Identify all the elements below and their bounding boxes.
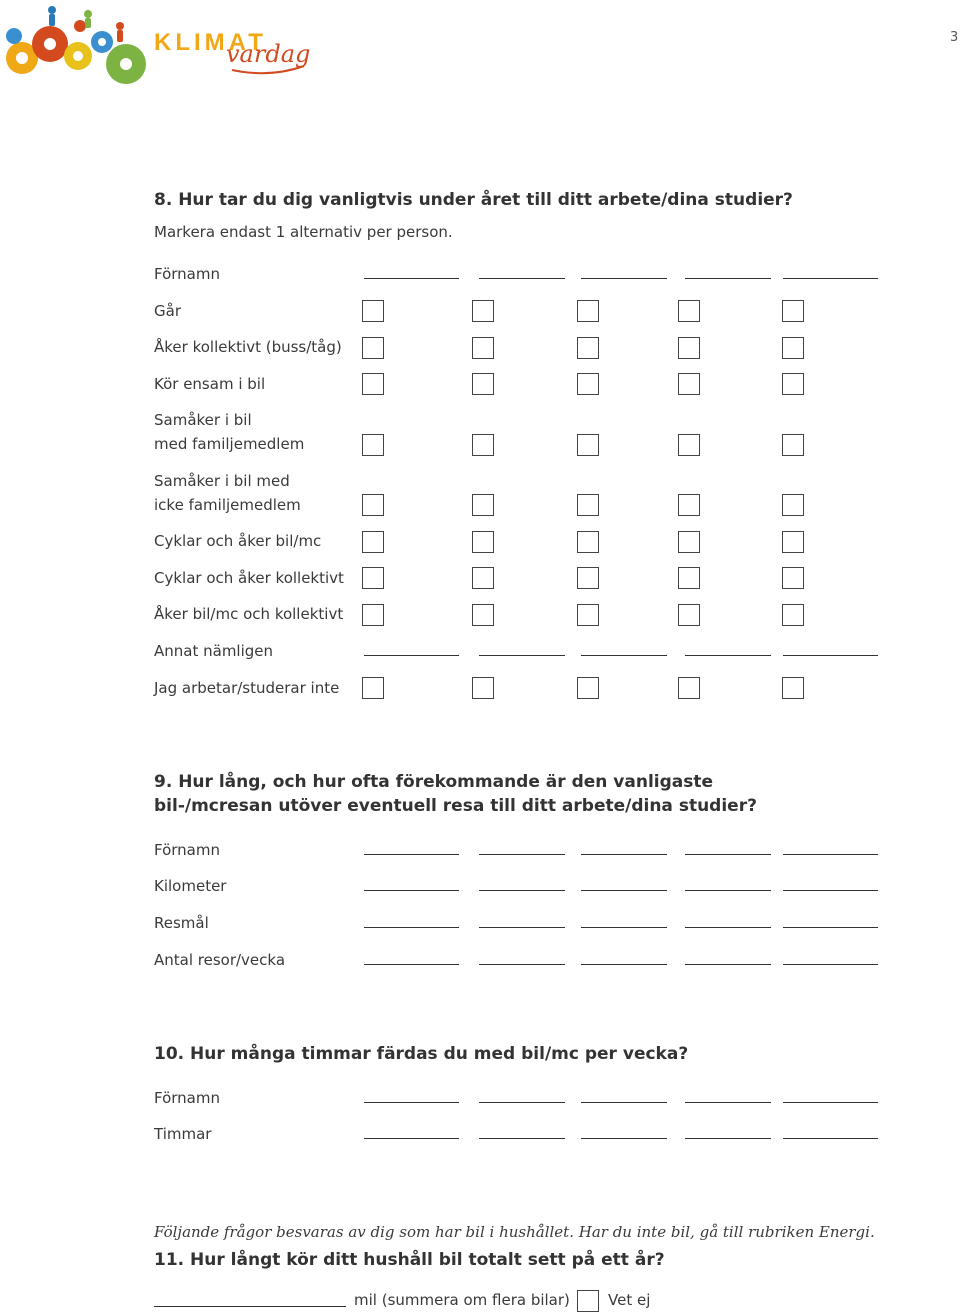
q10-field-input[interactable]	[479, 1102, 565, 1103]
q8-checkbox[interactable]	[678, 434, 700, 456]
q10-field-input[interactable]	[581, 1102, 667, 1103]
q8-option-label: Åker bil/mc och kollektivt	[154, 605, 344, 623]
q8-option-label: Cyklar och åker kollektivt	[154, 569, 344, 587]
q10-field-input[interactable]	[685, 1138, 771, 1139]
q10-field-input[interactable]	[783, 1102, 878, 1103]
q8-checkbox[interactable]	[472, 567, 494, 589]
q8-other-field-3[interactable]	[581, 655, 667, 656]
q9-field-input[interactable]	[479, 964, 565, 965]
q10-title: 10. Hur många timmar färdas du med bil/mc per vecka?	[154, 1044, 689, 1064]
q8-checkbox[interactable]	[362, 300, 384, 322]
q8-checkbox[interactable]	[472, 677, 494, 699]
q8-checkbox[interactable]	[577, 494, 599, 516]
q9-field-input[interactable]	[479, 927, 565, 928]
q8-checkbox[interactable]	[472, 434, 494, 456]
q11-dont-know-checkbox[interactable]	[577, 1290, 599, 1312]
q8-other-field-1[interactable]	[364, 655, 459, 656]
q9-field-input[interactable]	[685, 854, 771, 855]
q11-dont-know-label: Vet ej	[608, 1291, 651, 1309]
q8-checkbox[interactable]	[577, 567, 599, 589]
q8-checkbox[interactable]	[782, 677, 804, 699]
q8-checkbox[interactable]	[577, 531, 599, 553]
q9-field-input[interactable]	[479, 890, 565, 891]
q8-checkbox[interactable]	[362, 531, 384, 553]
q9-field-input[interactable]	[783, 854, 878, 855]
q11-distance-field[interactable]	[154, 1306, 346, 1307]
q8-checkbox[interactable]	[678, 604, 700, 626]
q8-checkbox[interactable]	[678, 300, 700, 322]
q9-field-input[interactable]	[783, 964, 878, 965]
q8-option-label: Samåker i bil med icke familjemedlem	[154, 472, 301, 514]
q8-checkbox[interactable]	[678, 494, 700, 516]
q9-field-input[interactable]	[364, 927, 459, 928]
q9-field-input[interactable]	[685, 890, 771, 891]
q8-checkbox[interactable]	[472, 300, 494, 322]
q10-field-label: Förnamn	[154, 1089, 220, 1107]
q8-checkbox[interactable]	[362, 434, 384, 456]
q8-checkbox[interactable]	[678, 531, 700, 553]
q9-field-input[interactable]	[364, 854, 459, 855]
q8-checkbox[interactable]	[362, 604, 384, 626]
q8-checkbox[interactable]	[782, 434, 804, 456]
q8-checkbox[interactable]	[577, 337, 599, 359]
q10-field-input[interactable]	[581, 1138, 667, 1139]
q9-field-input[interactable]	[581, 890, 667, 891]
q8-checkbox[interactable]	[577, 300, 599, 322]
q10-field-input[interactable]	[479, 1138, 565, 1139]
q11-title: 11. Hur långt kör ditt hushåll bil totalt sett på ett år?	[154, 1250, 665, 1270]
q8-checkbox[interactable]	[362, 337, 384, 359]
q8-checkbox[interactable]	[472, 531, 494, 553]
q8-firstname-field-4[interactable]	[685, 278, 771, 279]
q8-other-label: Annat nämligen	[154, 642, 274, 660]
q8-firstname-field-5[interactable]	[783, 278, 878, 279]
q8-option-label: Cyklar och åker bil/mc	[154, 532, 322, 550]
q10-field-label: Timmar	[154, 1125, 212, 1143]
q8-firstname-field-3[interactable]	[581, 278, 667, 279]
q8-checkbox[interactable]	[577, 373, 599, 395]
q9-field-input[interactable]	[581, 854, 667, 855]
q8-checkbox[interactable]	[362, 567, 384, 589]
q9-field-input[interactable]	[581, 964, 667, 965]
q11-note: Följande frågor besvaras av dig som har bil i hushållet. Har du inte bil, gå till rubriken Energi.	[154, 1223, 875, 1241]
q9-field-label: Antal resor/vecka	[154, 951, 286, 969]
q8-checkbox[interactable]	[362, 494, 384, 516]
q9-field-input[interactable]	[364, 964, 459, 965]
q9-field-label: Kilometer	[154, 877, 227, 895]
q8-checkbox[interactable]	[782, 337, 804, 359]
q10-field-input[interactable]	[364, 1138, 459, 1139]
q9-field-label: Förnamn	[154, 841, 220, 859]
q8-other-field-5[interactable]	[783, 655, 878, 656]
q8-title: 8. Hur tar du dig vanligtvis under året till ditt arbete/dina studier?	[154, 190, 793, 210]
q8-option-label: Samåker i bil med familjemedlem	[154, 411, 305, 453]
q9-title-line2: bil-/mcresan utöver eventuell resa till ditt arbete/dina studier?	[154, 796, 757, 816]
q10-field-input[interactable]	[783, 1138, 878, 1139]
q8-checkbox[interactable]	[678, 677, 700, 699]
q8-option-label: Går	[154, 302, 181, 320]
q8-other-field-2[interactable]	[479, 655, 565, 656]
q8-option-label: Kör ensam i bil	[154, 375, 266, 393]
q8-checkbox[interactable]	[782, 604, 804, 626]
q8-checkbox[interactable]	[782, 494, 804, 516]
klimat-vardag-logo	[0, 0, 320, 90]
q8-checkbox[interactable]	[362, 677, 384, 699]
q8-checkbox[interactable]	[577, 604, 599, 626]
q8-checkbox[interactable]	[472, 604, 494, 626]
logo-vardag-text: vardag	[226, 40, 311, 68]
q8-checkbox[interactable]	[577, 677, 599, 699]
q9-field-input[interactable]	[581, 927, 667, 928]
q8-none-label: Jag arbetar/studerar inte	[154, 679, 340, 697]
q9-field-label: Resmål	[154, 914, 209, 932]
q8-checkbox[interactable]	[678, 567, 700, 589]
q8-checkbox[interactable]	[678, 337, 700, 359]
q8-checkbox[interactable]	[362, 373, 384, 395]
q9-field-input[interactable]	[479, 854, 565, 855]
q9-title-line1: 9. Hur lång, och hur ofta förekommande är den vanligaste	[154, 772, 714, 792]
logo-klimat-text: KLIMAT	[154, 29, 267, 56]
q8-option-label: Åker kollektivt (buss/tåg)	[154, 338, 342, 356]
gears-icon	[6, 20, 146, 84]
q8-checkbox[interactable]	[577, 434, 599, 456]
q8-firstname-label: Förnamn	[154, 265, 220, 283]
q8-checkbox[interactable]	[782, 373, 804, 395]
q10-field-input[interactable]	[685, 1102, 771, 1103]
q9-field-input[interactable]	[685, 964, 771, 965]
q8-checkbox[interactable]	[782, 531, 804, 553]
q9-field-input[interactable]	[783, 890, 878, 891]
page-number: 3	[950, 30, 959, 45]
q8-checkbox[interactable]	[782, 300, 804, 322]
q8-firstname-field-1[interactable]	[364, 278, 459, 279]
q8-other-field-4[interactable]	[685, 655, 771, 656]
q11-unit-label: mil (summera om flera bilar)	[354, 1291, 570, 1309]
q8-checkbox[interactable]	[782, 567, 804, 589]
q8-subtitle: Markera endast 1 alternativ per person.	[154, 223, 453, 241]
q8-checkbox[interactable]	[472, 494, 494, 516]
q8-firstname-field-2[interactable]	[479, 278, 565, 279]
q8-checkbox[interactable]	[678, 373, 700, 395]
q10-field-input[interactable]	[364, 1102, 459, 1103]
q8-checkbox[interactable]	[472, 373, 494, 395]
q8-checkbox[interactable]	[472, 337, 494, 359]
q9-field-input[interactable]	[783, 927, 878, 928]
q9-field-input[interactable]	[364, 890, 459, 891]
q9-field-input[interactable]	[685, 927, 771, 928]
